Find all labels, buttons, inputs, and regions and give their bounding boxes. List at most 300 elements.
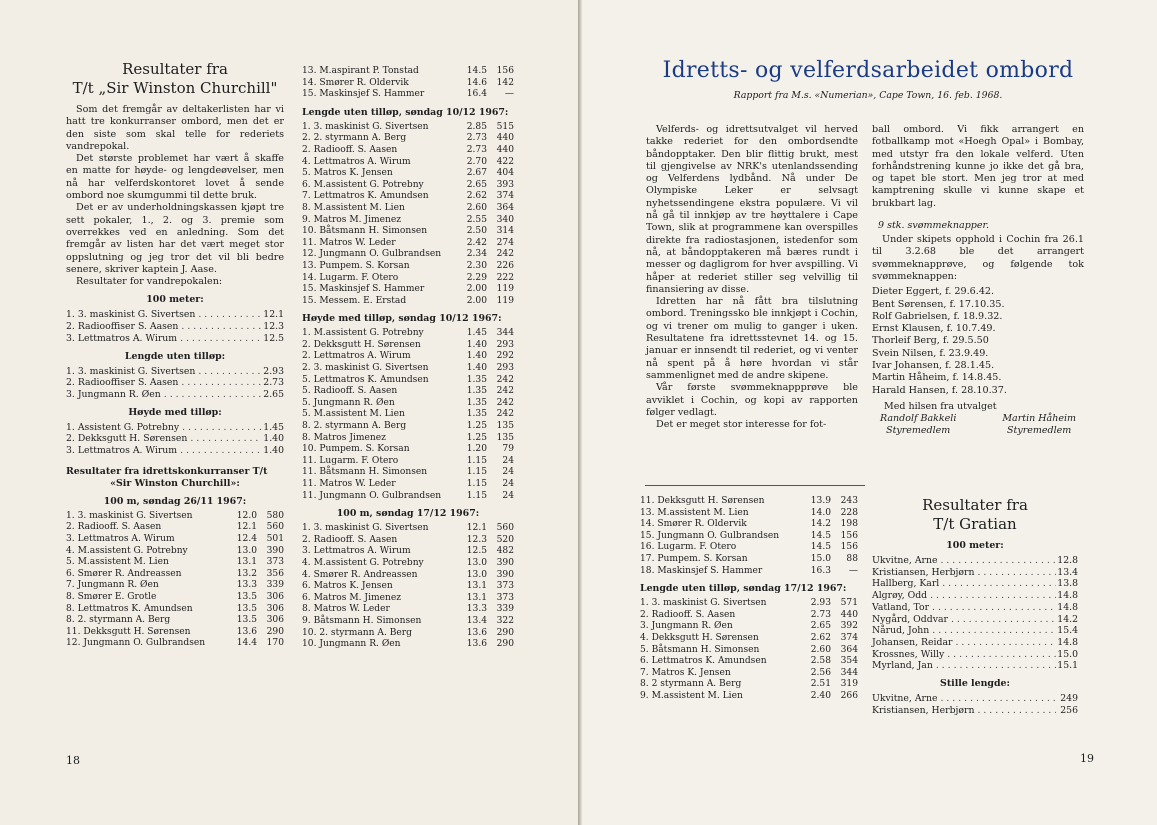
dot-leader: [948, 614, 1056, 626]
points-value: 243: [840, 496, 858, 506]
signer-role: Styremedlem: [886, 425, 951, 437]
rank-title: 14. Lugarm.: [302, 272, 362, 283]
result-value: 12.3: [263, 321, 284, 333]
table-row: [302, 215, 514, 227]
points-value: 560: [496, 523, 514, 534]
table-row: [66, 511, 284, 523]
table-row: [302, 145, 514, 157]
points-value: —: [504, 89, 514, 100]
athlete-name: 1. Assistent G. Potrebny: [66, 421, 180, 433]
result-value: 2.00: [466, 284, 487, 295]
rank-title: 10. 2. styrmann: [302, 627, 378, 638]
list-item: Bent Sørensen, f. 17.10.35.: [872, 298, 1005, 310]
section-heading: 100 meter:: [146, 294, 204, 306]
rank-title: 5. Radiooff.: [302, 386, 358, 397]
table-row: [640, 496, 858, 508]
result-value: 15.0: [1057, 648, 1078, 660]
athlete-name: H. Sørensen: [133, 626, 191, 637]
points-value: 135: [496, 432, 514, 443]
table-row: [640, 679, 858, 691]
rank-title: 15. Maskinsjef: [302, 284, 373, 295]
intro-para: Som det fremgår av deltakerlisten har vi hatt tre konkurranser ombord, men det er den siste som skal telle for rederiets vandrepokal.: [66, 104, 284, 152]
result-value: 14.5: [466, 66, 487, 76]
churchill-title-line2: T/t „Sir Winston Churchill": [72, 79, 278, 97]
result-value: 13.1: [466, 581, 487, 592]
result-value: 14.2: [810, 519, 831, 530]
points-value: 274: [496, 237, 514, 248]
athlete-name: H. Simonsen: [362, 615, 422, 626]
list-item: Martin Håheim, f. 14.8.45.: [872, 372, 1002, 384]
table-row: [66, 604, 284, 616]
athlete-name: K. Amundsen: [131, 603, 193, 614]
result-value: 1.35: [466, 386, 487, 397]
dot-leader: [974, 705, 1056, 717]
table-row: [66, 557, 284, 569]
athlete-name: R. Øen: [701, 621, 733, 632]
result-list: [66, 366, 284, 401]
divider-rule: [645, 485, 865, 486]
table-row: [66, 522, 284, 534]
athlete-name: A. Berg: [371, 133, 407, 144]
list-item: Dieter Eggert, f. 29.6.42.: [872, 286, 995, 298]
result-value: 1.20: [466, 444, 487, 455]
points-value: 24: [502, 455, 514, 466]
dot-leader: [177, 333, 262, 345]
result-value: 2.62: [466, 191, 487, 202]
table-row: [302, 168, 514, 180]
table-row: [302, 456, 514, 468]
athlete-name: 3. Lettmatros A. Wirum: [66, 332, 178, 344]
rank-title: 8. Lettmatros: [66, 603, 132, 614]
points-value: 142: [496, 77, 514, 88]
table-row: [302, 180, 514, 192]
points-value: 242: [496, 409, 514, 420]
table-row: [302, 570, 514, 582]
rank-title: 11. Jungmann: [302, 490, 370, 501]
swim-para: Under skipets opphold i Cochin fra 26.1 til 3.2.68 ble det arrangert svømmeknapprøve, og følgende tok svømmeknappen:: [872, 234, 1084, 282]
table-row: [302, 66, 514, 78]
athlete-name: S. Korsan: [365, 444, 410, 455]
rank-title: 8. Matros: [302, 604, 350, 615]
athlete-name: H. Simonsen: [368, 467, 428, 478]
athlete-name: 1. 3. maskinist G. Sivertsen: [66, 309, 196, 321]
table-row: [640, 542, 858, 554]
result-value: 13.6: [466, 627, 487, 638]
intro-para: Resultater for vandrepokalen:: [76, 276, 223, 288]
rank-title: 8. Smører: [66, 591, 115, 602]
rank-title: 6. M.assistent: [302, 179, 370, 190]
result-row: [872, 625, 1078, 637]
page-number: 19: [1080, 752, 1094, 765]
section-heading: Lengde uten tilløp, søndag 17/12 1967:: [640, 583, 847, 595]
athlete-name: A. Wirum: [367, 156, 411, 167]
points-value: 440: [496, 133, 514, 144]
rank-title: 5. Jungmann: [302, 397, 364, 408]
table-row: [302, 444, 514, 456]
athlete-name: G. Potrebny: [369, 557, 424, 568]
signer-name: Randolf Bakkeli: [880, 412, 957, 424]
athlete-name: R. Øen: [363, 397, 395, 408]
athlete-name: A. Wirum: [367, 546, 411, 557]
points-value: 440: [840, 609, 858, 620]
points-value: 156: [496, 66, 514, 76]
result-value: 15.4: [1057, 625, 1078, 637]
points-value: 390: [266, 545, 284, 556]
gratian-title-line2: T/t Gratian: [933, 515, 1017, 533]
athlete-name: K. Jensen: [687, 667, 731, 678]
result-value: 14.6: [466, 77, 487, 88]
list-item: Thorleif Berg, f. 29.5.50: [872, 335, 989, 347]
points-value: 242: [496, 374, 514, 385]
gratian-title: [872, 496, 1078, 534]
points-value: 571: [840, 598, 858, 609]
dot-leader: [939, 578, 1056, 590]
table-row: [66, 546, 284, 558]
points-value: 340: [496, 214, 514, 225]
rank-title: 9. Matros: [302, 214, 350, 225]
points-value: 319: [840, 679, 858, 690]
table-row: [640, 633, 858, 645]
athlete-name: G. Potrebny: [133, 545, 188, 556]
result-value: 2.65: [263, 388, 284, 400]
rank-title: 2. Radiooff.: [66, 522, 122, 533]
article-para: Velferds- og idrettsutvalget vil herved takke rederiet for den ombordsendte båndopptaker. Den blir flittig brukt, mest til gjengivelse av NRK's utenlandssending og Velferdens lydbånd. Nå under De Olympiske Leker er selvsagt nyhetssendingene ekstra populære. Vi vil nå gå til innkjøp av tre høyttalere i Cape Town, slik at programmene kan overspilles direkte fra radiostasjonen, istedenfor som nå, at båndopptakeren må bæres rundt i messer og dagligrom for hver avspilling. Vi håper at rederiet stiller seg velvillig til finansiering av disse.: [646, 124, 858, 295]
result-value: 13.1: [466, 592, 487, 603]
rank-title: 8. M.assistent: [302, 202, 370, 213]
result-value: 12.4: [236, 533, 257, 544]
result-value: 2.93: [263, 365, 284, 377]
athlete-name: K. Amundsen: [367, 191, 429, 202]
dot-leader: [933, 660, 1056, 672]
result-value: 2.85: [466, 121, 487, 132]
table-row: [640, 645, 858, 657]
points-value: 390: [496, 557, 514, 568]
swim-heading: 9 stk. svømmeknapper.: [878, 220, 989, 232]
result-value: 13.6: [236, 626, 257, 637]
result-value: 2.73: [466, 144, 487, 155]
result-table: [640, 496, 858, 577]
result-value: 12.1: [466, 523, 487, 534]
athlete-name: G. Sivertsen: [372, 363, 429, 374]
result-value: 13.5: [236, 591, 257, 602]
rank-title: 11. Dekksgutt: [66, 626, 134, 637]
athlete-name: A. Wirum: [131, 533, 175, 544]
rank-title: 14. Smører: [640, 519, 695, 530]
rank-title: 8. Matros: [302, 432, 350, 443]
points-value: 390: [496, 569, 514, 580]
result-value: 12.5: [263, 332, 284, 344]
result-value: 1.35: [466, 409, 487, 420]
points-value: 293: [496, 363, 514, 374]
result-value: 2.29: [466, 272, 487, 283]
table-row: [302, 273, 514, 285]
athlete-name: G. Sivertsen: [372, 523, 429, 534]
rank-title: 5. Lettmatros: [302, 374, 368, 385]
result-value: 1.15: [466, 479, 487, 489]
points-value: 339: [266, 580, 284, 591]
result-value: 14.8: [1057, 636, 1078, 648]
rank-title: 13. M.assistent: [640, 507, 714, 518]
lower-results: [640, 496, 858, 703]
athlete-name: P. Tonstad: [372, 66, 419, 76]
table-row: [66, 580, 284, 592]
rank-title: 12. Jungmann: [302, 249, 370, 260]
table-row: [302, 133, 514, 145]
points-value: 156: [840, 542, 858, 553]
athlete-name: Algrøy, Odd: [872, 590, 928, 602]
rank-title: 1. 3. maskinist: [66, 510, 137, 521]
table-row: [302, 479, 514, 491]
athlete-name: S. Aasen: [357, 386, 398, 397]
result-row: [872, 602, 1078, 614]
table-row: [302, 628, 514, 640]
dot-leader: [952, 637, 1056, 649]
athlete-name: A. Wirum: [367, 351, 411, 362]
table-row: [302, 593, 514, 605]
result-value: 2.73: [466, 133, 487, 144]
result-value: 13.2: [236, 568, 257, 579]
points-value: 364: [496, 202, 514, 213]
table-row: [302, 122, 514, 134]
points-value: 404: [496, 168, 514, 179]
result-value: 2.30: [466, 260, 487, 271]
athlete-name: M. Lien: [707, 690, 743, 701]
table-row: [640, 598, 858, 610]
result-value: 14.4: [236, 638, 257, 649]
dot-leader: [187, 433, 262, 445]
athlete-name: R. Oldervik: [694, 519, 747, 530]
points-value: 79: [502, 444, 514, 455]
table-row: [640, 519, 858, 531]
points-value: 88: [846, 553, 858, 564]
table-row: [302, 226, 514, 238]
result-row: [872, 567, 1078, 579]
athlete-name: S. Aasen: [695, 609, 736, 620]
athlete-name: A. Berg: [377, 627, 412, 638]
table-row: [302, 296, 514, 308]
points-value: 373: [496, 581, 514, 592]
result-table: [302, 328, 514, 502]
table-row: [302, 409, 514, 421]
table-row: [302, 639, 514, 651]
athlete-name: A. Berg: [371, 421, 407, 432]
athlete-name: Johansen, Reidar: [872, 636, 953, 648]
dot-leader: [927, 590, 1056, 602]
athlete-name: O. Gulbrandsen: [133, 638, 206, 649]
table-row: [302, 467, 514, 479]
result-value: 13.3: [236, 580, 257, 591]
rank-title: 11. Dekksgutt: [640, 496, 708, 506]
article-title: Idretts- og velferdsarbeidet ombord: [662, 58, 1074, 83]
points-value: 344: [840, 667, 858, 678]
points-value: 580: [266, 510, 284, 521]
points-value: —: [848, 565, 858, 576]
table-row: [302, 616, 514, 628]
result-value: 2.73: [263, 377, 284, 389]
result-value: 12.8: [1057, 555, 1078, 566]
points-value: 440: [496, 144, 514, 155]
athlete-name: 3. Jungmann R. Øen: [66, 388, 161, 400]
athlete-name: W. Leder: [349, 604, 390, 615]
athlete-name: E. Erstad: [363, 295, 407, 306]
points-value: 306: [266, 603, 284, 614]
athlete-name: Kristiansen, Herbjørn: [872, 704, 975, 716]
result-value: 1.40: [263, 433, 284, 445]
result-value: 13.0: [466, 557, 487, 568]
dot-leader: [937, 693, 1056, 705]
rank-title: 8. 2. styrmann: [66, 615, 136, 626]
churchill-title: [66, 60, 284, 98]
rank-title: 1. 3. maskinist: [302, 523, 373, 534]
dot-leader: [178, 321, 262, 333]
points-value: 119: [496, 284, 514, 295]
athlete-name: 3. Lettmatros A. Wirum: [66, 445, 178, 457]
points-value: 292: [496, 351, 514, 362]
points-value: 242: [496, 386, 514, 397]
points-value: 314: [496, 226, 514, 237]
athlete-name: M. Lien: [369, 409, 405, 420]
dot-leader: [944, 649, 1056, 661]
article-para: ball ombord. Vi fikk arrangert en fotballkamp mot «Hoegh Opal» i Bombay, med utstyr fra den lokale velferd. Uten forhåndstrening kunne jo ikke det gå bra, og tapet ble stort. Men jeg tror at med kamptrening skulle vi kunne skape et brukbart lag.: [872, 124, 1084, 209]
rank-title: 18. Maskinsjef: [640, 565, 711, 576]
gratian-title-line1: Resultater fra: [922, 496, 1028, 514]
result-value: 14.2: [1057, 613, 1078, 625]
result-value: 14.8: [1057, 590, 1078, 602]
result-value: 12.5: [466, 546, 487, 557]
section-heading: Lengde uten tilløp, søndag 10/12 1967:: [302, 106, 509, 118]
result-value: 13.5: [236, 603, 257, 614]
table-row: [302, 78, 514, 90]
rank-title: 1. 3. maskinist: [640, 598, 711, 609]
result-value: 1.25: [466, 421, 487, 432]
rank-title: 7. Jungmann: [66, 580, 128, 591]
intro-para: Det er av underholdningskassen kjøpt tre sett pokaler, 1., 2. og 3. premie som overrekkes ved en anledning. Som det fremgår av listen har det vært meget stor oppslutning og jeg tror det vil bli bedre senere, skriver kaptein J. Aase.: [66, 202, 284, 275]
athlete-name: F. Otero: [699, 542, 737, 553]
athlete-name: K. Amundsen: [705, 656, 767, 667]
athlete-name: O. Gulbrandsen: [369, 490, 442, 501]
table-row: [640, 691, 858, 703]
result-value: 1.45: [466, 328, 487, 339]
athlete-name: Jimenez: [349, 432, 386, 443]
athlete-name: R. Andreassen: [114, 568, 182, 579]
signatures: [872, 413, 1084, 438]
athlete-name: F. Otero: [361, 272, 399, 283]
article-header: [638, 58, 1098, 101]
dot-leader: [178, 377, 262, 389]
points-value: 290: [496, 639, 514, 650]
rank-title: 17. Pumpem.: [640, 553, 704, 564]
table-row: [302, 261, 514, 273]
result-table: [302, 66, 514, 101]
athlete-name: G. Potrebny: [369, 179, 424, 190]
result-value: 16.3: [810, 565, 831, 576]
points-value: 156: [840, 530, 858, 541]
rank-title: 7. Lettmatros: [302, 191, 368, 202]
rank-title: 11. Matros: [302, 237, 356, 248]
result-value: 13.9: [810, 496, 831, 506]
points-value: 306: [266, 615, 284, 626]
athlete-name: K. Amundsen: [367, 374, 429, 385]
athlete-name: O. Gulbrandsen: [369, 249, 442, 260]
result-value: 12.1: [263, 309, 284, 321]
article-para: Vår første svømmeknappprøve ble avviklet i Cochin, og kopi av rapporten følger vedlagt.: [646, 382, 858, 418]
result-value: 16.4: [466, 89, 487, 100]
result-value: 15.1: [1057, 660, 1078, 672]
table-row: [302, 89, 514, 101]
athlete-name: S. Hammer: [372, 89, 425, 100]
list-item: Harald Hansen, f. 28.10.37.: [872, 384, 1007, 396]
rank-title: 4. Dekksgutt: [640, 632, 702, 643]
right-page: [582, 0, 1157, 825]
rank-title: 2. Radiooff.: [302, 144, 358, 155]
result-value: 12.0: [236, 510, 257, 521]
result-value: 1.35: [466, 397, 487, 408]
table-row: [302, 523, 514, 535]
points-value: 322: [496, 615, 514, 626]
section-heading: 100 meter:: [946, 540, 1004, 551]
rank-title: 4. M.assistent: [66, 545, 134, 556]
points-value: 170: [266, 638, 284, 649]
table-row: [66, 592, 284, 604]
rank-title: 10. Pumpem.: [302, 444, 366, 455]
result-value: 14.8: [1057, 601, 1078, 613]
result-value: 256: [1060, 704, 1078, 716]
points-value: 290: [496, 627, 514, 638]
athlete-name: Ukvitne, Arne: [872, 555, 938, 566]
dot-leader: [195, 309, 262, 321]
table-row: [640, 531, 858, 543]
result-row: [66, 422, 284, 434]
result-value: 1.15: [466, 490, 487, 501]
table-row: [640, 566, 858, 578]
points-value: 364: [840, 644, 858, 655]
result-row: [66, 321, 284, 333]
athlete-name: M. Lien: [713, 507, 749, 518]
result-value: 2.65: [466, 179, 487, 190]
rank-title: 4. Smører: [302, 569, 351, 580]
intro-para: Det største problemet har vært å skaffe en matte for høyde- og lengdeøvelser, men nå har velferdskontoret lovet å sende ombord noe skumgummi til dette bruk.: [66, 153, 284, 202]
athlete-name: 2. Radiooffiser S. Aasen: [66, 377, 179, 389]
rank-title: 4. Lettmatros: [302, 156, 368, 167]
result-value: 13.6: [466, 639, 487, 650]
result-value: 13.3: [466, 604, 487, 615]
points-value: 339: [496, 604, 514, 615]
table-row: [66, 569, 284, 581]
result-table: [66, 511, 284, 650]
rank-title: 11. Matros: [302, 479, 356, 489]
points-value: 393: [496, 179, 514, 190]
points-value: 24: [502, 467, 514, 478]
table-row: [302, 284, 514, 296]
result-row: [872, 578, 1078, 590]
athlete-name: H. Sørensen: [363, 339, 421, 350]
rank-title: 15. Jungmann: [640, 530, 708, 541]
result-value: 1.15: [466, 455, 487, 466]
table-row: [302, 604, 514, 616]
result-value: 2.70: [466, 156, 487, 167]
list-item: Ernst Klausen, f. 10.7.49.: [872, 323, 996, 335]
churchill-title-line1: Resultater fra: [122, 60, 228, 78]
athlete-name: Ukvitne, Arne: [872, 693, 938, 705]
result-value: 2.34: [466, 249, 487, 260]
points-value: 226: [496, 260, 514, 271]
dot-leader: [179, 422, 262, 434]
rank-title: 1. M.assistent: [302, 328, 370, 339]
result-list: [872, 555, 1078, 672]
table-row: [66, 638, 284, 650]
result-value: 2.56: [810, 667, 831, 678]
result-value: 2.50: [466, 226, 487, 237]
